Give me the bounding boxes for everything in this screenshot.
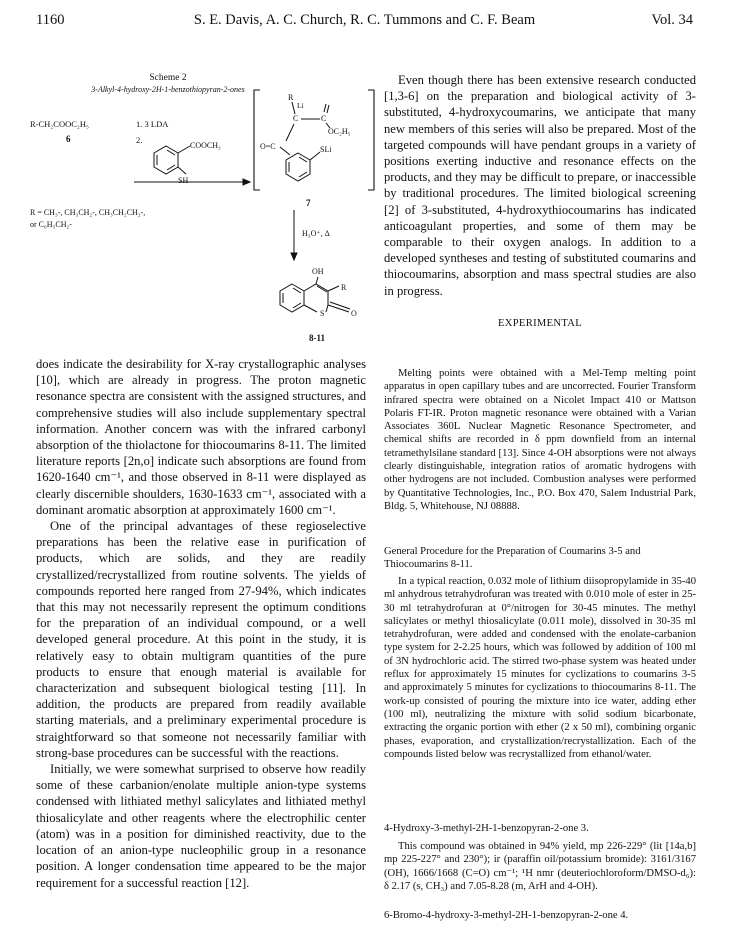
product-hydroxyl: OH xyxy=(312,267,324,276)
compound-3-data: This compound was obtained in 94% yield, mp 226-229° (lit [14a,b] mp 225-227° and 230°); ir (paraffin oil/potassium bromide): 3161/3167 (OH), 1666/1668 (C=O) cm⁻¹; ¹H nmr (deuteriochloroform/DMSO-d₆): δ 2.17 (s, CH₃) and 7.05-8.28 (m, ArH and 4-OH). xyxy=(384,841,696,892)
reagent-ester-group: COOCH₃ xyxy=(190,141,221,150)
left-paragraph-2: One of the principal advantages of these regioselective preparations has been the relative ease in purification of products, which are solids, and they are readily crystallized/recrystallized from routine solvents. The yields of compounds reported here ranged from 27-94%, which indicates that this may not necessarily represent the optimum conditions for the preparation of an individual compound, or a well developed general procedure. At this point in the study, it is relatively easy to obtain multigram quantities of the pure products to ensure that enough material is available for characterization and subsequent biological testing [11]. In addition, the products are prepared from readily available starting materials, and a preliminary experimental procedure is straightforward so that someone not necessarily familiar with strong-base procedures can be successful with the reactions. xyxy=(36,519,366,760)
scheme-label: Scheme 2 xyxy=(149,73,187,83)
compound-3-heading: 4-Hydroxy-3-methyl-2H-1-benzopyran-2-one 3. xyxy=(384,823,589,834)
section-heading-experimental: EXPERIMENTAL xyxy=(498,318,582,329)
running-authors: S. E. Davis, A. C. Church, R. C. Tummons and C. F. Beam xyxy=(193,12,536,28)
right-intro-paragraph: Even though there has been extensive research conducted [1,3-6] on the preparation and biological activity of 3-substituted, 4-hydroxycoumarins, we anticipate that many new members of this series will also be prepared. Most of the targeted compounds will have pendant groups in a variety of positions exerting inductive and resonance effects on the products, and they may be difficult to prepare, or inaccessible by traditional procedures. The limited biological screening [2] of 3-substituted, 4-hydroxythiocoumarins has indicated anticoagulant properties, and some of them may be comparable to their oxygen analogs. In addition to a developed syntheses and testing of substituted coumarins and thiocoumarins, absorption and mass spectral studies are also in progress. xyxy=(384,73,696,298)
reactant-formula: R-CH₂COOC₂H₅ xyxy=(30,119,89,129)
intermediate-carbon-2: C xyxy=(321,114,327,123)
procedure-heading: General Procedure for the Preparation of Coumarins 3-5 and Thiocoumarins 8-11. xyxy=(384,546,641,571)
intermediate-r: R xyxy=(288,93,294,102)
product-r-group: R xyxy=(341,283,347,292)
reactant-number: 6 xyxy=(66,134,71,144)
page-number: 1160 xyxy=(36,12,65,28)
intermediate-brackets xyxy=(254,90,374,190)
step-2: 2. xyxy=(136,135,143,145)
scheme-title: 3-Alkyl-4-hydroxy-2H-1-benzothiopyran-2-ones xyxy=(91,85,245,94)
intermediate-ethoxy: OC₂H₅ xyxy=(328,127,351,136)
reaction-arrow xyxy=(134,179,250,185)
r-definition-line-1: R = CH₃-, CH₃CH₂-, CH₃CH₂CH₂-, xyxy=(30,208,146,217)
hydrolysis-conditions: H₃O⁺, Δ xyxy=(302,229,330,238)
procedure-paragraph: In a typical reaction, 0.032 mole of lithium diisopropylamide in 35-40 ml anhydrous tetrahydrofuran was treated with 0.010 mole of ester in 25-30 ml tetrahydrofuran at 0°/nitrogen for 30-45 minutes. The methyl salicylates or methyl thiosalicylate (0.011 mole), dissolved in 30-35 ml tetrahydrofuran, were added and condensed with the enolate-carbanion type system for 2-2.25 hours, which was followed by addition of 100 ml of 3N hydrochloric acid. The stirred two-phase system was heated under reflux for approximately 15 minutes for cyclizations to coumarins 3-5 and approximately 5 minutes for cyclizations to thiocoumarins 8-11. The work-up consisted of pouring the mixture into ice water, adding ether (100 ml), neutralizing the mixture with solid sodium bicarbonate, extracting the organic portion with ether (2 x 50 ml), combining organic phases, evaporation, and crystallization/recrystallization. Each of the compounds listed below was recrystallized from ethanol/water. xyxy=(384,576,696,760)
r-definition-line-2: or C₆H₅CH₂- xyxy=(30,220,72,229)
intermediate-thiolate: SLi xyxy=(320,145,332,154)
product-structure xyxy=(280,277,350,312)
volume-label: Vol. 34 xyxy=(651,12,693,28)
reagent-thiol-group: SH xyxy=(178,176,189,185)
step-1: 1. 3 LDA xyxy=(136,119,169,129)
hydrolysis-arrow xyxy=(291,210,297,260)
left-paragraph-1: does indicate the desirability for X-ray crystallographic analyses [10], which are already in progress. The proton magnetic resonance spectra are consistent with the assigned structures, and comprehensive studies will also include supplementary spectral information. Another concern was with the infrared carbonyl absorption of the thiolactone for thiocoumarins 8-11. The limited literature reports [2n,o] indicate such absorptions are found from 1620-1640 cm⁻¹, and those observed in 8-11 were displayed as clearly discernible shoulders, 1630-1633 cm⁻¹, associated with a dominant aromatic absorption at approximately 1600 cm⁻¹. xyxy=(36,357,366,517)
methods-paragraph: Melting points were obtained with a Mel-Temp melting point apparatus in open capillary tubes and are uncorrected. Fourier Transform infrared spectra were obtained on a Nicolet Impact 410 or Mattson Polaris FT-IR. Proton magnetic resonance were obtained with a Varian Associates 360L Nuclear Magnetic Resonance Spectrometer, and chemical shifts are recorded in δ ppm downfield from an internal tetramethylsilane standard [13]. Since 4-OH absorptions were not always clearly distinguishable, integration ratios of aromatic hydrogens with other hydrogens are not included. Combustion analyses were performed by Quantitative Technologies, Inc., P.O. Box 470, Salem Industrial Park, Bldg. 5, Whitehouse, NJ 08888. xyxy=(384,368,696,512)
product-oxygen: O xyxy=(351,309,357,318)
reagent-benzene-ring xyxy=(154,146,190,174)
intermediate-number: 7 xyxy=(306,198,311,208)
reaction-scheme xyxy=(28,70,383,345)
intermediate-carbonyl: O=C xyxy=(260,142,276,151)
left-paragraph-3: Initially, we were somewhat surprised to observe how readily some of these carbanion/enolate multiple anion-type systems condensed with lithiated methyl salicylates and lithiated methyl thiosalicylate and other reagents where the electrophilic center (atom) was in a position for diminished reactivity, due to the location of an anion-type nucleophilic group in a resonance position. A longer condensation time appeared to be the major requirement for a successful reaction [12]. xyxy=(36,762,366,890)
intermediate-li: Li xyxy=(297,101,304,110)
product-sulfur: S xyxy=(320,309,325,318)
product-number: 8-11 xyxy=(309,333,326,343)
left-column xyxy=(36,356,366,891)
compound-4-heading: 6-Bromo-4-hydroxy-3-methyl-2H-1-benzopyran-2-one 4. xyxy=(384,910,629,921)
intermediate-carbon-1: C xyxy=(293,114,299,123)
